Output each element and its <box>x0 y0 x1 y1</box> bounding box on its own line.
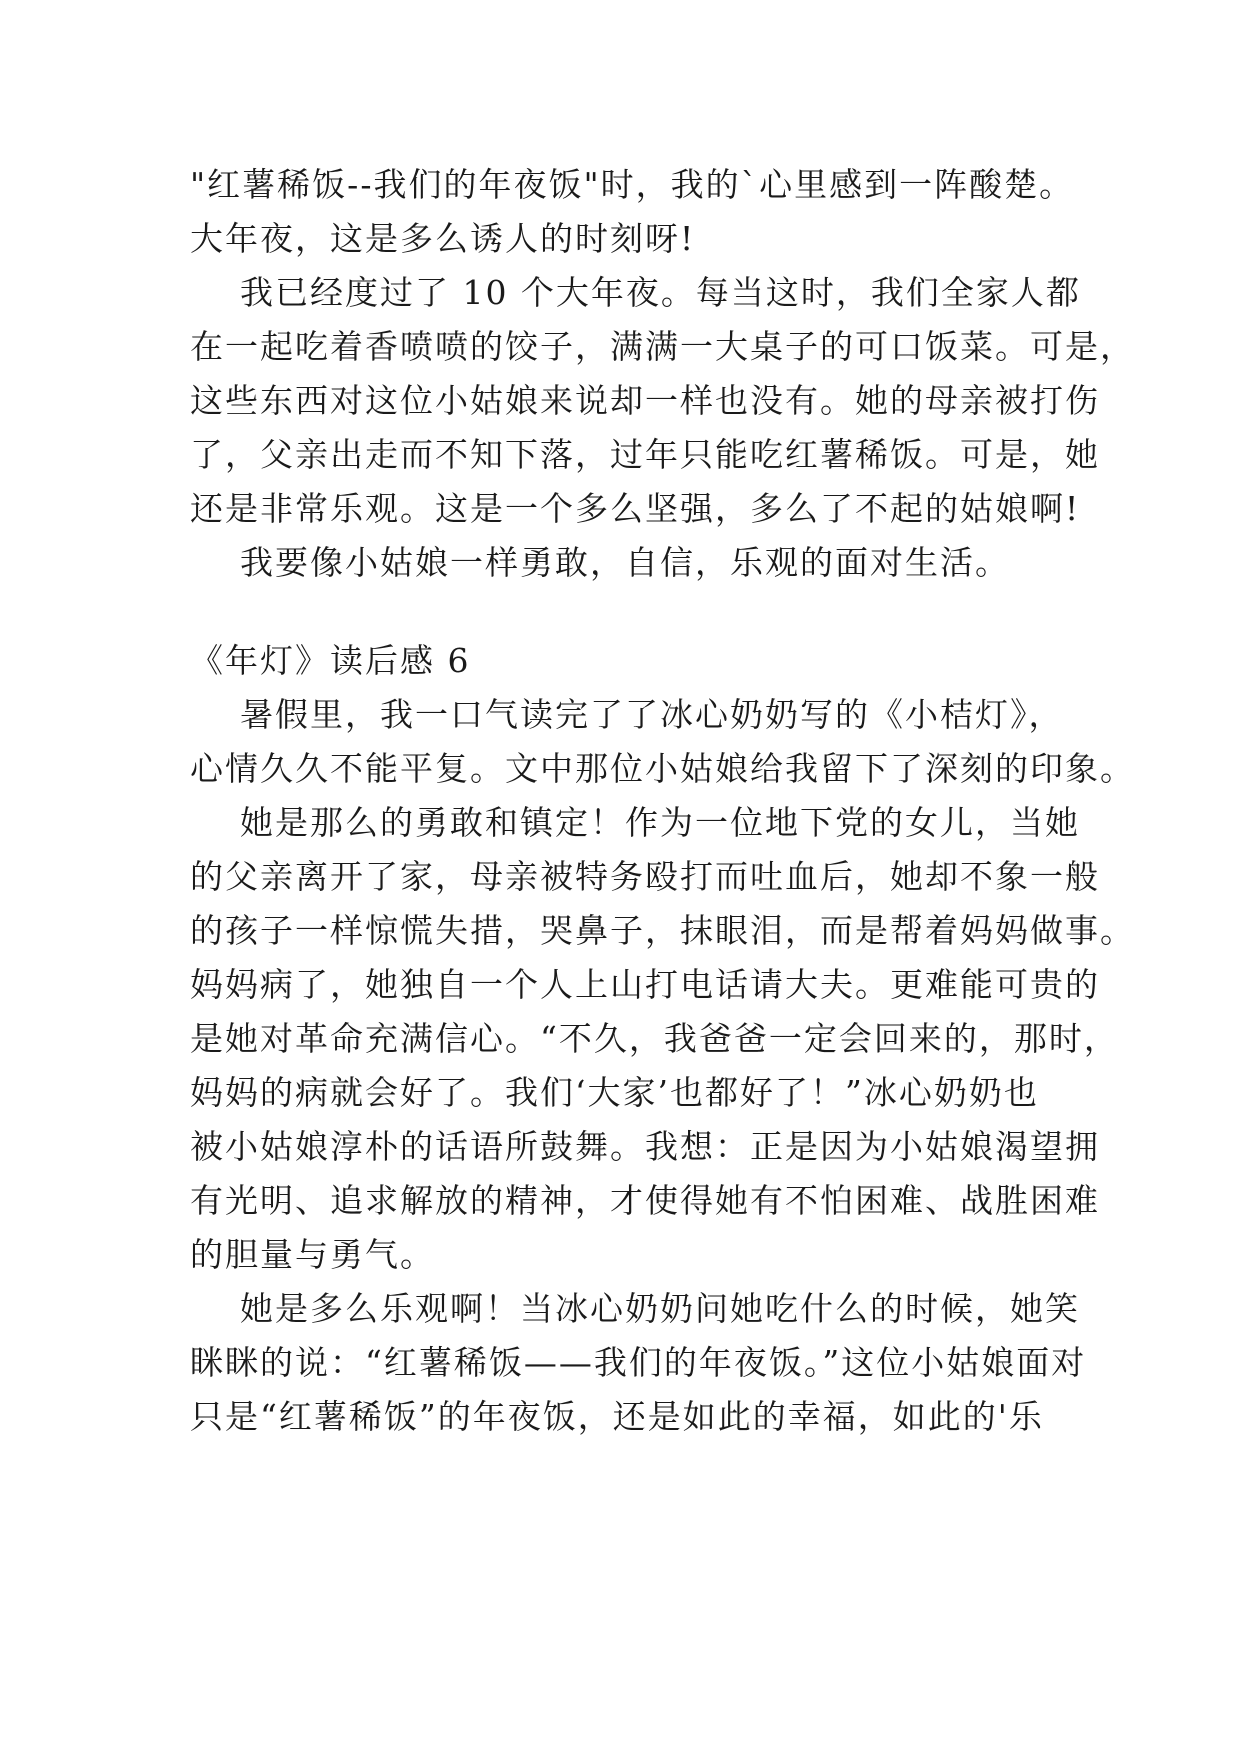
document-body <box>190 158 1135 1444</box>
text-line: 眯眯的说：“红薯稀饭——我们的年夜饭。”这位小姑娘面对 <box>190 1343 1087 1382</box>
text-line: 大年夜，这是多么诱人的时刻呀! <box>190 219 696 258</box>
text-line: 妈妈病了，她独自一个人上山打电话请大夫。更难能可贵的 <box>190 965 1100 1004</box>
text-line: 暑假里，我一口气读完了了冰心奶奶写的《小桔灯》， <box>190 695 1064 734</box>
text-line: 了，父亲出走而不知下落，过年只能吃红薯稀饭。可是，她 <box>190 435 1100 474</box>
text-line: 的父亲离开了家，母亲被特务殴打而吐血后，她却不象一般 <box>190 857 1100 896</box>
text-line: 我要像小姑娘一样勇敢，自信，乐观的面对生活。 <box>190 543 1010 582</box>
text-line: 心情久久不能平复。文中那位小姑娘给我留下了深刻的印象。 <box>190 749 1135 788</box>
text-line: "红薯稀饭--我们的年夜饭"时，我的`心里感到一阵酸楚。 <box>190 165 1075 204</box>
text-line: 在一起吃着香喷喷的饺子，满满一大桌子的可口饭菜。可是， <box>190 327 1135 366</box>
section-heading: 《年灯》读后感 6 <box>190 641 471 680</box>
text-line: 她是那么的勇敢和镇定！作为一位地下党的女儿，当她 <box>190 803 1080 842</box>
text-line: 的胆量与勇气。 <box>190 1235 435 1274</box>
text-line: 这些东西对这位小姑娘来说却一样也没有。她的母亲被打伤 <box>190 381 1100 420</box>
text-line: 的孩子一样惊慌失措，哭鼻子，抹眼泪，而是帮着妈妈做事。 <box>190 911 1135 950</box>
text-line: 妈妈的病就会好了。我们‘大家’也都好了！”冰心奶奶也 <box>190 1073 1039 1112</box>
text-line: 是她对革命充满信心。“不久，我爸爸一定会回来的，那时， <box>190 1019 1119 1058</box>
text-line: 我已经度过了 10 个大年夜。每当这时，我们全家人都 <box>190 273 1081 312</box>
text-line: 被小姑娘淳朴的话语所鼓舞。我想：正是因为小姑娘渴望拥 <box>190 1127 1100 1166</box>
text-line: 她是多么乐观啊！当冰心奶奶问她吃什么的时候，她笑 <box>190 1289 1080 1328</box>
text-line: 只是“红薯稀饭”的年夜饭，还是如此的幸福，如此的'乐 <box>190 1397 1044 1436</box>
text-line: 还是非常乐观。这是一个多么坚强，多么了不起的姑娘啊! <box>190 489 1081 528</box>
section-gap <box>190 590 1070 634</box>
text-line: 有光明、追求解放的精神，才使得她有不怕困难、战胜困难 <box>190 1181 1100 1220</box>
